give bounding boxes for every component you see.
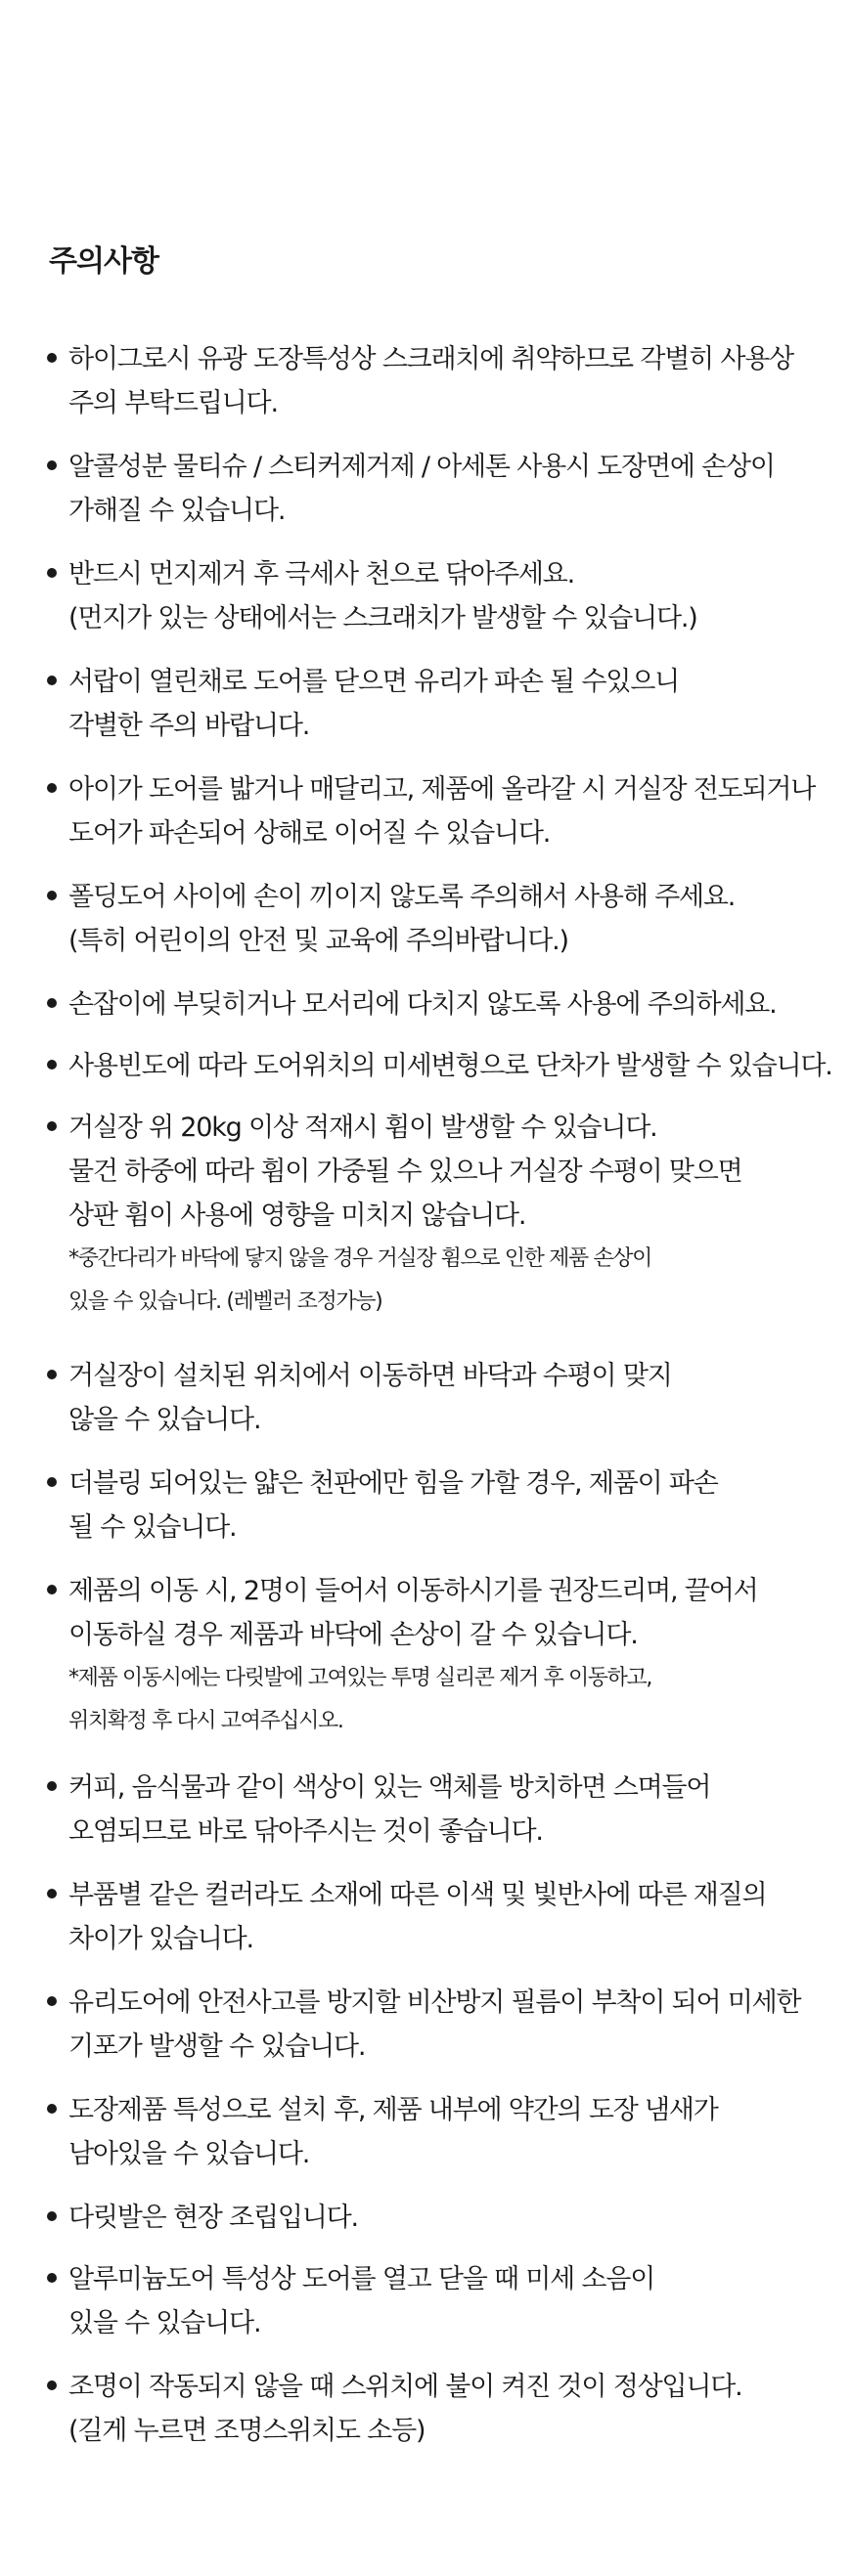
notice-line: 폴딩도어 사이에 손이 끼이지 않도록 주의해서 사용해 주세요. <box>68 882 736 912</box>
notice-text <box>68 767 851 855</box>
notice-line: 손잡이에 부딪히거나 모서리에 다치지 않도록 사용에 주의하세요. <box>68 989 777 1020</box>
notice-text <box>68 660 851 748</box>
bullet-icon <box>47 783 57 793</box>
notice-line: 상판 휨이 사용에 영향을 미치지 않습니다. <box>68 1201 526 1231</box>
bullet-icon <box>47 1370 57 1379</box>
notice-text <box>68 982 851 1026</box>
notice-footnote: *제품 이동시에는 다릿발에 고여있는 투명 실리콘 제거 후 이동하고, <box>68 1666 651 1690</box>
notice-line: 거실장이 설치된 위치에서 이동하면 바닥과 수평이 맞지 <box>68 1361 672 1391</box>
bullet-icon <box>47 2211 57 2221</box>
notice-text <box>68 1766 851 1854</box>
notice-line: 다릿발은 현장 조립입니다. <box>68 2203 358 2233</box>
notice-line: 거실장 위 20kg 이상 적재시 휨이 발생할 수 있습니다. <box>68 1113 657 1143</box>
bullet-icon <box>47 1781 57 1791</box>
notice-line: 제품의 이동 시, 2명이 들어서 이동하시기를 권장드리며, 끌어서 <box>68 1576 758 1606</box>
notice-line: 도어가 파손되어 상해로 이어질 수 있습니다. <box>68 818 551 849</box>
bullet-icon <box>47 460 57 470</box>
notice-line: 물건 하중에 따라 휨이 가중될 수 있으나 거실장 수평이 맞으면 <box>68 1157 742 1187</box>
page-title: 주의사항 <box>49 244 158 279</box>
notice-text <box>68 1569 851 1743</box>
notice-line: 남아있을 수 있습니다. <box>68 2139 310 2169</box>
notice-line: 않을 수 있습니다. <box>68 1405 261 1435</box>
notice-text <box>68 1354 851 1442</box>
notice-footnote: 있을 수 있습니다. (레벨러 조정가능) <box>68 1289 382 1314</box>
bullet-icon <box>47 2273 57 2283</box>
bullet-icon <box>47 1889 57 1899</box>
notice-line: 될 수 있습니다. <box>68 1512 237 1543</box>
notice-line: 알콜성분 물티슈 / 스티커제거제 / 아세톤 사용시 도장면에 손상이 <box>68 452 775 482</box>
notice-text <box>68 1044 851 1088</box>
notice-line: 주의 부탁드립니다. <box>68 388 278 418</box>
notice-line: 서랍이 열린채로 도어를 닫으면 유리가 파손 될 수있으니 <box>68 667 679 697</box>
notice-line: 각별한 주의 바랍니다. <box>68 711 310 741</box>
notice-line: 하이그로시 유광 도장특성상 스크래치에 취약하므로 각별히 사용상 <box>68 344 793 374</box>
notice-line: 오염되므로 바로 닦아주시는 것이 좋습니다. <box>68 1816 543 1847</box>
notice-line: 이동하실 경우 제품과 바닥에 손상이 갈 수 있습니다. <box>68 1620 638 1650</box>
notice-line: 더블링 되어있는 얇은 천판에만 힘을 가할 경우, 제품이 파손 <box>68 1468 718 1499</box>
bullet-icon <box>47 2380 57 2390</box>
notice-line: 부품별 같은 컬러라도 소재에 따른 이색 및 빛반사에 따른 재질의 <box>68 1880 767 1910</box>
notice-line: 사용빈도에 따라 도어위치의 미세변형으로 단차가 발생할 수 있습니다. <box>68 1051 832 1081</box>
notice-line: 커피, 음식물과 같이 색상이 있는 액체를 방치하면 스며들어 <box>68 1772 711 1803</box>
notice-line: 조명이 작동되지 않을 때 스위치에 불이 켜진 것이 정상입니다. <box>68 2372 742 2402</box>
notice-text <box>68 2196 851 2240</box>
notice-text <box>68 2088 851 2176</box>
bullet-icon <box>47 676 57 685</box>
notice-text <box>68 2257 851 2345</box>
bullet-icon <box>47 353 57 363</box>
notice-text <box>68 337 851 425</box>
notice-text <box>68 1981 851 2069</box>
notice-text <box>68 2365 851 2453</box>
bullet-icon <box>47 1121 57 1131</box>
notice-line: 있을 수 있습니다. <box>68 2308 261 2338</box>
notice-line: 도장제품 특성으로 설치 후, 제품 내부에 약간의 도장 냄새가 <box>68 2095 718 2125</box>
notice-text <box>68 552 851 640</box>
notice-line: 기포가 발생할 수 있습니다. <box>68 2031 366 2062</box>
notice-line: 유리도어에 안전사고를 방지할 비산방지 필름이 부착이 되어 미세한 <box>68 1987 801 2018</box>
bullet-icon <box>47 568 57 578</box>
bullet-icon <box>47 1996 57 2006</box>
notice-line: 반드시 먼지제거 후 극세사 천으로 닦아주세요. <box>68 559 575 589</box>
notice-line: (특히 어린이의 안전 및 교육에 주의바랍니다.) <box>68 926 568 956</box>
notice-footnote: *중간다리가 바닥에 닿지 않을 경우 거실장 휨으로 인한 제품 손상이 <box>68 1246 651 1271</box>
notice-line: 알루미늄도어 특성상 도어를 열고 닫을 때 미세 소음이 <box>68 2264 655 2294</box>
bullet-icon <box>47 1477 57 1487</box>
notice-line: 가해질 수 있습니다. <box>68 496 286 526</box>
notice-text <box>68 875 851 963</box>
notice-line: (길게 누르면 조명스위치도 소등) <box>68 2416 426 2446</box>
notice-line: 아이가 도어를 밟거나 매달리고, 제품에 올라갈 시 거실장 전도되거나 <box>68 774 816 805</box>
bullet-icon <box>47 2104 57 2114</box>
notice-text <box>68 1106 851 1324</box>
notice-text <box>68 1873 851 1961</box>
notice-line: 차이가 있습니다. <box>68 1924 253 1954</box>
notice-footnote: 위치확정 후 다시 고여주십시오. <box>68 1709 343 1733</box>
notice-text <box>68 445 851 533</box>
bullet-icon <box>47 998 57 1008</box>
bullet-icon <box>47 1585 57 1594</box>
notice-line: (먼지가 있는 상태에서는 스크래치가 발생할 수 있습니다.) <box>68 603 697 633</box>
notice-text <box>68 1462 851 1550</box>
bullet-icon <box>47 891 57 900</box>
bullet-icon <box>47 1060 57 1070</box>
